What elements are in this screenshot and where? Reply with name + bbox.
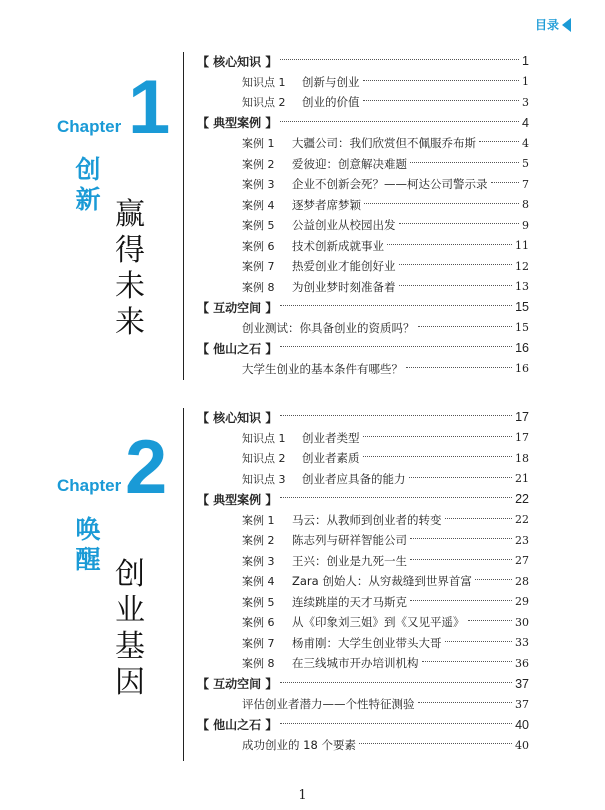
toc-entry[interactable] [197, 359, 529, 380]
toc-entry-key: 案例 6 [242, 616, 275, 630]
toc-entry[interactable] [197, 510, 529, 531]
dot-leader [364, 203, 519, 204]
toc-entry-title: 成功创业的 18 个要素 [242, 738, 356, 753]
dot-leader [409, 477, 513, 478]
toc-page-number: 40 [515, 717, 529, 732]
toc-entry[interactable] [197, 133, 529, 154]
toc-page-number: 22 [515, 513, 529, 527]
toc-page-number: 33 [515, 636, 529, 650]
toc-entry[interactable] [197, 448, 529, 469]
toc-entry-title: 【 典型案例 】 [197, 116, 278, 131]
toc-entry-title: 评估创业者潜力——个性特征测验 [242, 697, 415, 712]
toc-page-number: 1 [522, 75, 529, 89]
toc-page-number: 28 [515, 574, 529, 588]
dot-leader [363, 80, 520, 81]
toc-entry[interactable] [197, 174, 529, 195]
chapter-2-toc [197, 407, 529, 756]
chapter-1-title-b: 赢 得 未 来 [115, 197, 145, 340]
dot-leader [280, 305, 512, 306]
toc-entry[interactable] [197, 215, 529, 236]
toc-entry[interactable] [197, 256, 529, 277]
dot-leader [280, 682, 512, 683]
toc-page-number: 37 [515, 676, 529, 691]
toc-entry-key: 知识点 1 [242, 75, 286, 89]
toc-page-number: 36 [515, 656, 529, 670]
chapter-1-title-a: 创 新 [75, 155, 101, 214]
dot-leader [406, 367, 512, 368]
toc-entry-title: 技术创新成就事业 [292, 238, 384, 253]
toc-entry[interactable] [197, 551, 529, 572]
toc-entry-key: 知识点 2 [242, 452, 286, 466]
toc-page-number: 29 [515, 595, 529, 609]
chapter-2-title-b: 创 业 基 因 [115, 557, 145, 700]
dot-leader [410, 538, 512, 539]
dot-leader [475, 579, 512, 580]
toc-entry-key: 案例 2 [242, 534, 275, 548]
toc-entry-key: 案例 8 [242, 657, 275, 671]
toc-entry-title: 【 他山之石 】 [197, 718, 278, 733]
toc-entry[interactable] [197, 236, 529, 257]
toc-header[interactable] [535, 16, 571, 33]
chapter-2-label: Chapter [57, 476, 122, 495]
toc-entry[interactable] [197, 735, 529, 756]
toc-page-number: 30 [515, 615, 529, 629]
toc-entry-title: 大学生创业的基本条件有哪些？ [242, 361, 403, 376]
dot-leader [280, 415, 512, 416]
toc-page-number: 1 [522, 54, 529, 69]
toc-section-heading[interactable] [197, 674, 529, 695]
toc-entry-title: 【 核心知识 】 [197, 410, 278, 425]
toc-entry-title: 创业者应具备的能力 [302, 471, 406, 486]
toc-entry-title: 【 典型案例 】 [197, 492, 278, 507]
toc-entry-title: 【 互动空间 】 [197, 677, 278, 692]
dot-leader [280, 346, 512, 347]
toc-entry[interactable] [197, 318, 529, 339]
toc-entry[interactable] [197, 653, 529, 674]
toc-entry[interactable] [197, 612, 529, 633]
toc-entry-title: 【 互动空间 】 [197, 300, 278, 315]
toc-entry-key: 知识点 1 [242, 431, 286, 445]
toc-entry-key: 案例 6 [242, 239, 275, 253]
toc-entry-title: 创业者素质 [302, 451, 360, 466]
toc-entry-title: 公益创业从校园出发 [292, 218, 396, 233]
toc-entry-key: 案例 4 [242, 575, 275, 589]
toc-page-number: 3 [522, 95, 529, 109]
toc-section-heading[interactable] [197, 489, 529, 510]
dot-leader [418, 702, 513, 703]
toc-section-heading[interactable] [197, 407, 529, 428]
toc-entry-key: 案例 5 [242, 595, 275, 609]
toc-header-label: 目录 [534, 18, 559, 32]
toc-section-heading[interactable] [197, 338, 529, 359]
dot-leader [399, 223, 520, 224]
dot-leader [410, 600, 512, 601]
chapter-2-title-a: 唤 醒 [75, 515, 101, 574]
toc-entry-title: 爱彼迎：创意解决难题 [292, 156, 407, 171]
toc-page-number: 22 [515, 492, 529, 507]
toc-page-number: 40 [515, 738, 529, 752]
toc-entry-title: 连续跳崖的天才马斯克 [292, 594, 407, 609]
toc-entry-title: Zara 创始人：从穷裁缝到世界首富 [292, 574, 472, 589]
dot-leader [363, 100, 520, 101]
toc-page-number: 11 [515, 239, 529, 253]
toc-entry-key: 案例 2 [242, 157, 275, 171]
page-number: 1 [298, 788, 307, 803]
dot-leader [280, 723, 512, 724]
toc-entry-title: 王兴：创业是九死一生 [292, 553, 407, 568]
toc-page-number: 17 [515, 431, 529, 445]
dot-leader [387, 244, 512, 245]
toc-entry-title: 热爱创业才能创好业 [292, 259, 396, 274]
toc-entry-key: 案例 3 [242, 554, 275, 568]
dot-leader [491, 182, 520, 183]
dot-leader [445, 641, 513, 642]
toc-entry-title: 陈志列与研祥智能公司 [292, 533, 407, 548]
toc-page-number: 8 [522, 198, 529, 212]
toc-entry-key: 案例 1 [242, 137, 275, 151]
toc-entry-title: 【 核心知识 】 [197, 54, 278, 69]
toc-entry-key: 案例 5 [242, 219, 275, 233]
dot-leader [468, 620, 513, 621]
chapter-1-divider [183, 52, 184, 380]
toc-entry-key: 案例 4 [242, 198, 275, 212]
toc-page-number: 18 [515, 451, 529, 465]
toc-entry[interactable] [197, 469, 529, 490]
chapter-1-number: 1 [128, 65, 171, 150]
toc-entry-title: 马云：从教师到创业者的转变 [292, 512, 442, 527]
toc-entry[interactable] [197, 428, 529, 449]
toc-entry-key: 案例 7 [242, 636, 275, 650]
toc-entry[interactable] [197, 92, 529, 113]
dot-leader [410, 162, 519, 163]
chapter-2-divider [183, 408, 184, 761]
dot-leader [359, 743, 512, 744]
toc-page-number: 16 [515, 341, 529, 356]
toc-entry-title: 在三线城市开办培训机构 [292, 656, 419, 671]
toc-entry[interactable] [197, 694, 529, 715]
toc-entry-key: 案例 1 [242, 513, 275, 527]
dot-leader [363, 436, 513, 437]
toc-page-number: 21 [515, 472, 529, 486]
chapter-1-label: Chapter [57, 117, 122, 136]
toc-page-number: 7 [522, 177, 529, 191]
toc-entry-key: 案例 7 [242, 260, 275, 274]
toc-entry[interactable] [197, 592, 529, 613]
toc-entry[interactable] [197, 530, 529, 551]
toc-page-number: 4 [522, 136, 529, 150]
toc-page-number: 9 [522, 218, 529, 232]
toc-page-number: 5 [522, 157, 529, 171]
chapter-2-number: 2 [125, 425, 168, 510]
toc-entry-title: 创业测试：你具备创业的资质吗？ [242, 320, 415, 335]
toc-entry-title: 大疆公司：我们欣赏但不佩服乔布斯 [292, 136, 476, 151]
dot-leader [479, 141, 519, 142]
toc-entry-title: 从《印象刘三姐》到《又见平遥》 [292, 615, 465, 630]
toc-page-number: 16 [515, 362, 529, 376]
toc-entry-title: 【 他山之石 】 [197, 341, 278, 356]
dot-leader [363, 456, 513, 457]
dot-leader [399, 285, 513, 286]
toc-entry[interactable] [197, 154, 529, 175]
dot-leader [399, 264, 513, 265]
toc-entry-key: 案例 3 [242, 178, 275, 192]
toc-entry[interactable] [197, 72, 529, 93]
toc-entry-key: 案例 8 [242, 280, 275, 294]
dot-leader [410, 559, 512, 560]
chapter-1-toc [197, 51, 529, 379]
toc-entry-title: 企业不创新会死？——柯达公司警示录 [292, 177, 488, 192]
dot-leader [280, 59, 519, 60]
toc-entry[interactable] [197, 633, 529, 654]
toc-entry-key: 知识点 3 [242, 472, 286, 486]
toc-entry-title: 创业者类型 [302, 430, 360, 445]
toc-page-number: 27 [515, 554, 529, 568]
toc-page-number: 4 [522, 115, 529, 130]
toc-entry-title: 逐梦者席梦颖 [292, 197, 361, 212]
toc-entry[interactable] [197, 195, 529, 216]
toc-page-number: 15 [515, 300, 529, 315]
dot-leader [418, 326, 513, 327]
toc-section-heading[interactable] [197, 715, 529, 736]
dot-leader [280, 497, 512, 498]
toc-section-heading[interactable] [197, 113, 529, 134]
toc-entry-title: 创业的价值 [302, 95, 360, 110]
toc-page-number: 23 [515, 533, 529, 547]
toc-page-number: 13 [515, 280, 529, 294]
toc-entry-key: 知识点 2 [242, 96, 286, 110]
toc-section-heading[interactable] [197, 51, 529, 72]
dot-leader [445, 518, 513, 519]
toc-page-number: 17 [515, 410, 529, 425]
toc-section-heading[interactable] [197, 297, 529, 318]
toc-page-number: 37 [515, 697, 529, 711]
toc-entry[interactable] [197, 277, 529, 298]
toc-page-number: 12 [515, 259, 529, 273]
toc-entry-title: 为创业梦时刻准备着 [292, 279, 396, 294]
back-arrow-icon [562, 18, 571, 32]
dot-leader [280, 121, 519, 122]
dot-leader [422, 661, 513, 662]
toc-page-number: 15 [515, 321, 529, 335]
toc-entry-title: 杨甫刚：大学生创业带头大哥 [292, 635, 442, 650]
toc-entry-title: 创新与创业 [302, 74, 360, 89]
toc-entry[interactable] [197, 571, 529, 592]
